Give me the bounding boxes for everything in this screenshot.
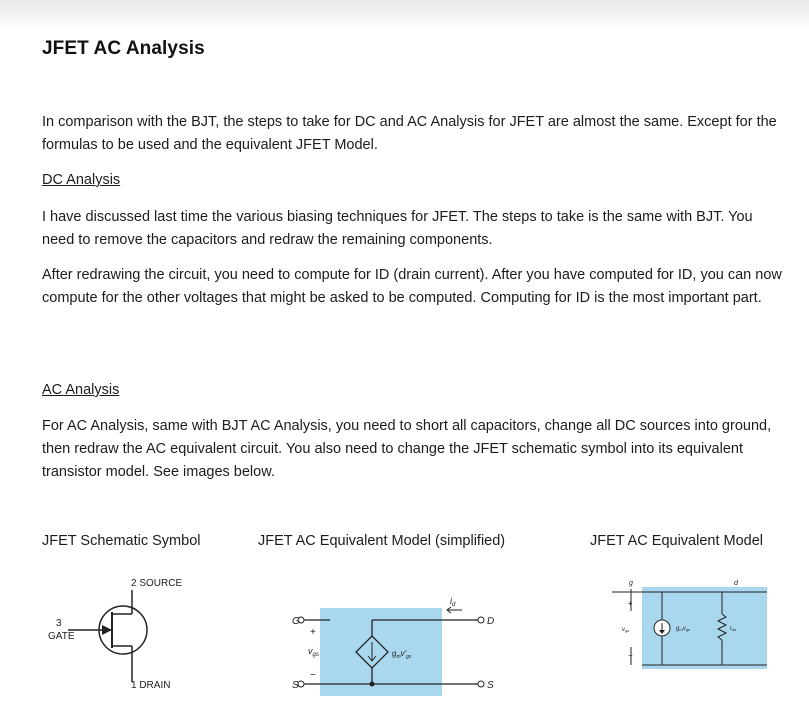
gate-arrow-icon — [102, 625, 112, 635]
intro-paragraph: In comparison with the BJT, the steps to take for DC and AC Analysis for JFET are almost the same. Except for the formulas to be used and the equivalent JFET Model. — [42, 114, 777, 153]
plus-sign: + — [310, 627, 316, 638]
gate-text: G — [292, 616, 300, 627]
gm-vgs-label: gmvgs — [676, 626, 690, 632]
source-terminal-right — [478, 681, 484, 687]
rds-label: rds — [730, 626, 737, 632]
simplified-model-figure — [280, 580, 520, 700]
source-text-left: S — [292, 680, 299, 691]
drain-text: d — [734, 580, 738, 587]
minus-sign: − — [310, 670, 316, 681]
gate-label: GATE — [48, 631, 75, 642]
drain-label: 1 DRAIN — [131, 680, 171, 691]
minus-sign: − — [628, 651, 633, 660]
dc-paragraph-2: After redrawing the circuit, you need to compute for ID (drain current). After you have computed for ID, you can now compute for the other voltages that might be asked to be computed. Computing for ID is the most important part. — [42, 267, 782, 306]
source-terminal-left — [298, 681, 304, 687]
id-label: $i_d$ — [450, 596, 456, 608]
jfet-schematic-symbol-figure — [40, 570, 220, 700]
full-model-figure — [612, 575, 772, 675]
ac-paragraph-1: For AC Analysis, same with BJT AC Analysis, you need to short all capacitors, change all DC sources into ground, then redraw the AC equivalent circuit. You also need to change the JFET schematic symbol into its equivalent transistor model. See images below. — [42, 418, 772, 480]
schematic-caption: JFET Schematic Symbol — [42, 533, 201, 549]
plus-sign: + — [628, 599, 633, 608]
vgs-label: $v_{gs}$ — [308, 646, 319, 658]
full-model-caption: JFET AC Equivalent Model — [590, 533, 764, 549]
source-label: 2 SOURCE — [131, 578, 183, 589]
source-text-right: S — [487, 680, 494, 691]
dc-analysis-heading: DC Analysis — [42, 172, 121, 188]
simplified-model-caption: JFET AC Equivalent Model (simplified) — [258, 533, 506, 549]
vgs-label: vgs — [622, 627, 630, 633]
gate-number: 3 — [56, 618, 62, 629]
ac-analysis-heading: AC Analysis — [42, 382, 120, 398]
gm-vgs-label: $g_mv'_{gs}$ — [392, 649, 412, 660]
dc-paragraph-1: I have discussed last time the various biasing techniques for JFET. The steps to take is the same with BJT. You need to remove the capacitors and redraw the remaining components. — [42, 209, 753, 248]
page-title: JFET AC Analysis — [42, 38, 205, 59]
drain-text: D — [487, 616, 495, 627]
viewer-top-bar — [0, 0, 809, 30]
drain-terminal — [478, 617, 484, 623]
gate-text: g — [629, 580, 633, 587]
